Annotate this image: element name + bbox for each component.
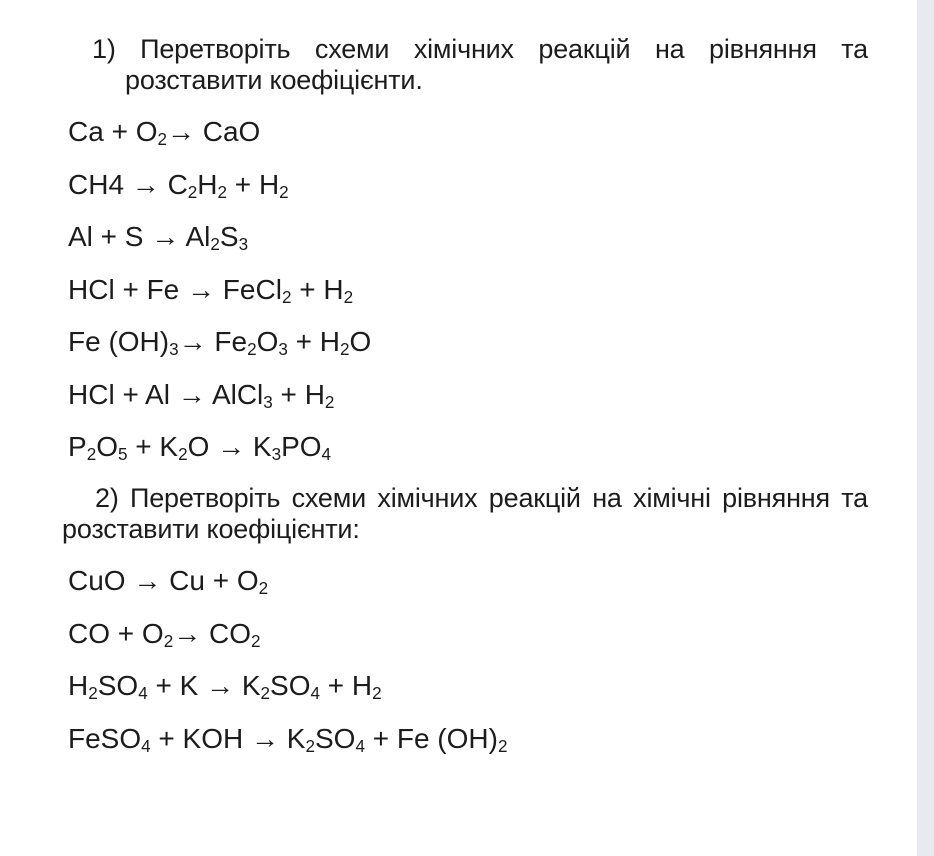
equation-line: CO + $O_2\to CO_2$ <box>68 617 261 651</box>
task2-equations <box>68 566 868 754</box>
equation-line: HCl + Fe → FeCl$_2$ + $H_2$ <box>68 273 354 307</box>
equation-line: FeSO$_4$ + KOH → $K_2SO_4 + Fe$ $(OH)_2$ <box>68 722 508 756</box>
task2-heading: 2) Перетворіть схеми хімічних реакцій на хімічні рівняння та розставити коефіцієнти: <box>62 483 868 544</box>
equation-line: $Al + S \to Al_2S_3$ <box>68 221 249 254</box>
equation-line: CuO → $Cu + O_2$ <box>68 565 269 598</box>
task1-equations <box>68 117 868 462</box>
equation-line: $CH4 \to C_2H_2 + H_2$ <box>68 168 289 202</box>
equation-line: $Ca + O_2\to$ CaO <box>68 116 261 149</box>
equation-line: Fe $(OH)_3\to Fe_2O_3 + H_2O$ <box>68 326 372 359</box>
task1-heading: 1) Перетворіть схеми хімічних реакцій на рівняння та розставити коефіцієнти. <box>92 34 868 95</box>
equation-line: $H_2SO_4 + K \to K_2SO_4 + H_2$ <box>68 670 382 703</box>
equation-line: $P_2O_5 + K_2O \to K_3PO_4$ <box>68 431 332 464</box>
scrollbar-track[interactable] <box>917 0 934 856</box>
equation-line: HCl + Al → AlCl$_3$ + $H_2$ <box>68 378 335 412</box>
